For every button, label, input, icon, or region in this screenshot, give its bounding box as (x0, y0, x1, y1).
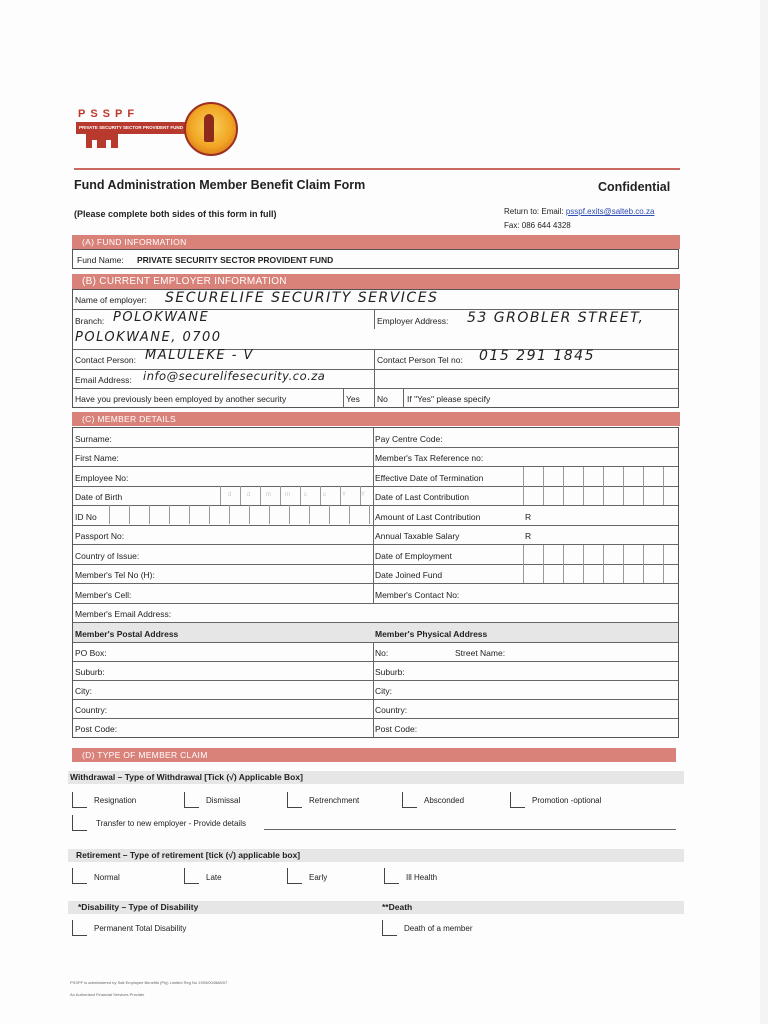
previous-employment-specify: If "Yes" please specify (407, 394, 491, 404)
absconded-label: Absconded (424, 796, 465, 805)
resignation-label: Resignation (94, 796, 137, 805)
fund-name-value: PRIVATE SECURITY SECTOR PROVIDENT FUND (137, 255, 334, 265)
dob-placeholder: d (247, 492, 251, 498)
dismissal-label: Dismissal (206, 796, 241, 805)
confidential-label: Confidential (598, 180, 671, 194)
physical-city-label: City: (375, 686, 392, 696)
physical-code-label: Post Code: (375, 724, 418, 734)
disability-title: *Disability – Type of Disability (78, 902, 199, 912)
retrenchment-label: Retrenchment (309, 796, 360, 805)
form-title: Fund Administration Member Benefit Claim Form (74, 178, 366, 192)
member-details-box (72, 427, 679, 738)
logo-acronym: PSSPF (78, 108, 140, 120)
postal-suburb-label: Suburb: (75, 667, 105, 677)
late-label: Late (206, 873, 222, 882)
section-c-heading: (C) MEMBER DETAILS (72, 412, 680, 426)
previous-employment-yes[interactable]: Yes (346, 394, 360, 404)
header-divider (74, 168, 680, 170)
employment-date-grid[interactable] (523, 545, 683, 564)
dob-placeholder: c (323, 492, 326, 498)
logo-figure-icon (204, 114, 214, 142)
dob-placeholder: m (266, 492, 271, 498)
transfer-details-line[interactable] (264, 829, 676, 830)
logo-key-icon (86, 134, 118, 148)
dob-date-grid[interactable] (220, 486, 380, 505)
retrenchment-checkbox[interactable] (287, 792, 302, 808)
contact-person-label: Contact Person: (75, 355, 136, 365)
physical-suburb-label: Suburb: (375, 667, 405, 677)
first-name-label: First Name: (75, 453, 119, 463)
physical-no-label: No: (375, 648, 389, 658)
postal-code-label: Post Code: (75, 724, 118, 734)
po-box-label: PO Box: (75, 648, 107, 658)
death-label: Death of a member (404, 924, 473, 933)
dob-placeholder: c (304, 492, 307, 498)
passport-no-label: Passport No: (75, 531, 125, 541)
id-number-grid[interactable] (109, 505, 389, 524)
member-email-label: Member's Email Address: (75, 609, 172, 619)
postal-address-heading: Member's Postal Address (75, 629, 179, 639)
annual-salary-label: Annual Taxable Salary (375, 531, 460, 541)
contact-person-value[interactable]: MALULEKE - V (145, 348, 254, 363)
email-value[interactable]: info@securelifesecurity.co.za (143, 369, 326, 383)
fund-name-label: Fund Name: (77, 255, 124, 265)
ill-health-label: Ill Health (406, 873, 438, 882)
dismissal-checkbox[interactable] (184, 792, 199, 808)
member-contact-label: Member's Contact No: (375, 590, 460, 600)
resignation-checkbox[interactable] (72, 792, 87, 808)
surname-label: Surname: (75, 434, 112, 444)
street-name-label: Street Name: (455, 648, 506, 658)
employer-info-box (72, 289, 679, 408)
currency-label: R (525, 531, 532, 541)
employer-address-label: Employer Address: (377, 316, 449, 326)
tax-reference-label: Member's Tax Reference no: (375, 453, 484, 463)
fax-number: Fax: 086 644 4328 (504, 221, 571, 230)
postal-country-label: Country: (75, 705, 108, 715)
previous-employment-label: Have you previously been employed by another security (75, 394, 287, 404)
physical-country-label: Country: (375, 705, 408, 715)
absconded-checkbox[interactable] (402, 792, 417, 808)
contact-tel-label: Contact Person Tel no: (377, 355, 463, 365)
footer-fsp-line: An Authorised Financial Services Provider (70, 992, 145, 997)
employer-name-value[interactable]: SECURELIFE SECURITY SERVICES (165, 290, 439, 306)
transfer-checkbox[interactable] (72, 815, 87, 831)
footer-admin-line: PSSPF is administered by Salt Employee Benefits (Pty) Limited Reg No 1993/004568/07 (70, 980, 228, 985)
section-d-heading: (D) TYPE OF MEMBER CLAIM (72, 748, 676, 762)
dob-placeholder: Y (361, 492, 366, 498)
employee-no-label: Employee No: (75, 473, 129, 483)
employer-address-value-line2[interactable]: POLOKWANE, 0700 (75, 330, 222, 345)
promotion-label: Promotion -optional (532, 796, 602, 805)
return-email-link[interactable]: psspf.exits@salteb.co.za (565, 207, 655, 216)
member-cell-label: Member's Cell: (75, 590, 132, 600)
employment-date-label: Date of Employment (375, 551, 453, 561)
joined-fund-date-label: Date Joined Fund (375, 570, 443, 580)
employer-name-label: Name of employer: (75, 295, 147, 305)
joined-fund-date-grid[interactable] (523, 564, 683, 583)
employer-address-value[interactable]: 53 GROBLER STREET, (467, 310, 645, 326)
postal-city-label: City: (75, 686, 92, 696)
termination-date-label: Effective Date of Termination (375, 473, 484, 483)
logo-tagline: PRIVATE SECURITY SECTOR PROVIDENT FUND (76, 122, 188, 134)
last-contribution-date-grid[interactable] (523, 486, 683, 505)
permanent-disability-checkbox[interactable] (72, 920, 87, 936)
section-a-heading: (A) FUND INFORMATION (72, 235, 680, 249)
dob-placeholder: m (285, 492, 290, 498)
ill-health-checkbox[interactable] (384, 868, 399, 884)
branch-label: Branch: (75, 316, 105, 326)
early-checkbox[interactable] (287, 868, 302, 884)
return-label: Return to: Email: (504, 207, 564, 216)
branch-value[interactable]: POLOKWANE (113, 310, 210, 325)
last-contribution-date-label: Date of Last Contribution (375, 492, 470, 502)
fund-info-box (72, 249, 679, 269)
previous-employment-no[interactable]: No (377, 394, 388, 404)
transfer-label: Transfer to new employer - Provide details (96, 819, 246, 828)
early-label: Early (309, 873, 328, 882)
form-instruction: (Please complete both sides of this form in full) (74, 209, 277, 219)
section-b-heading: (B) CURRENT EMPLOYER INFORMATION (72, 274, 680, 289)
promotion-checkbox[interactable] (510, 792, 525, 808)
termination-date-grid[interactable] (523, 467, 683, 486)
death-checkbox[interactable] (382, 920, 397, 936)
death-title: **Death (382, 902, 413, 912)
email-label: Email Address: (75, 375, 132, 385)
retirement-title: Retirement – Type of retirement [tick (√) applicable box] (76, 850, 301, 860)
country-of-issue-label: Country of Issue: (75, 551, 140, 561)
currency-label: R (525, 512, 532, 522)
withdrawal-title: Withdrawal – Type of Withdrawal [Tick (√) Applicable Box] (70, 772, 303, 782)
return-info (504, 205, 654, 233)
dob-placeholder: d (228, 492, 232, 498)
member-tel-label: Member's Tel No (H): (75, 570, 155, 580)
physical-address-heading: Member's Physical Address (375, 629, 488, 639)
dob-placeholder: Y (342, 492, 347, 498)
permanent-disability-label: Permanent Total Disability (94, 924, 187, 933)
pay-centre-code-label: Pay Centre Code: (375, 434, 443, 444)
last-contribution-amount-label: Amount of Last Contribution (375, 512, 481, 522)
id-no-label: ID No (75, 512, 97, 522)
normal-label: Normal (94, 873, 120, 882)
contact-tel-value[interactable]: 015 291 1845 (479, 348, 595, 364)
date-of-birth-label: Date of Birth (75, 492, 123, 502)
late-checkbox[interactable] (184, 868, 199, 884)
normal-checkbox[interactable] (72, 868, 87, 884)
